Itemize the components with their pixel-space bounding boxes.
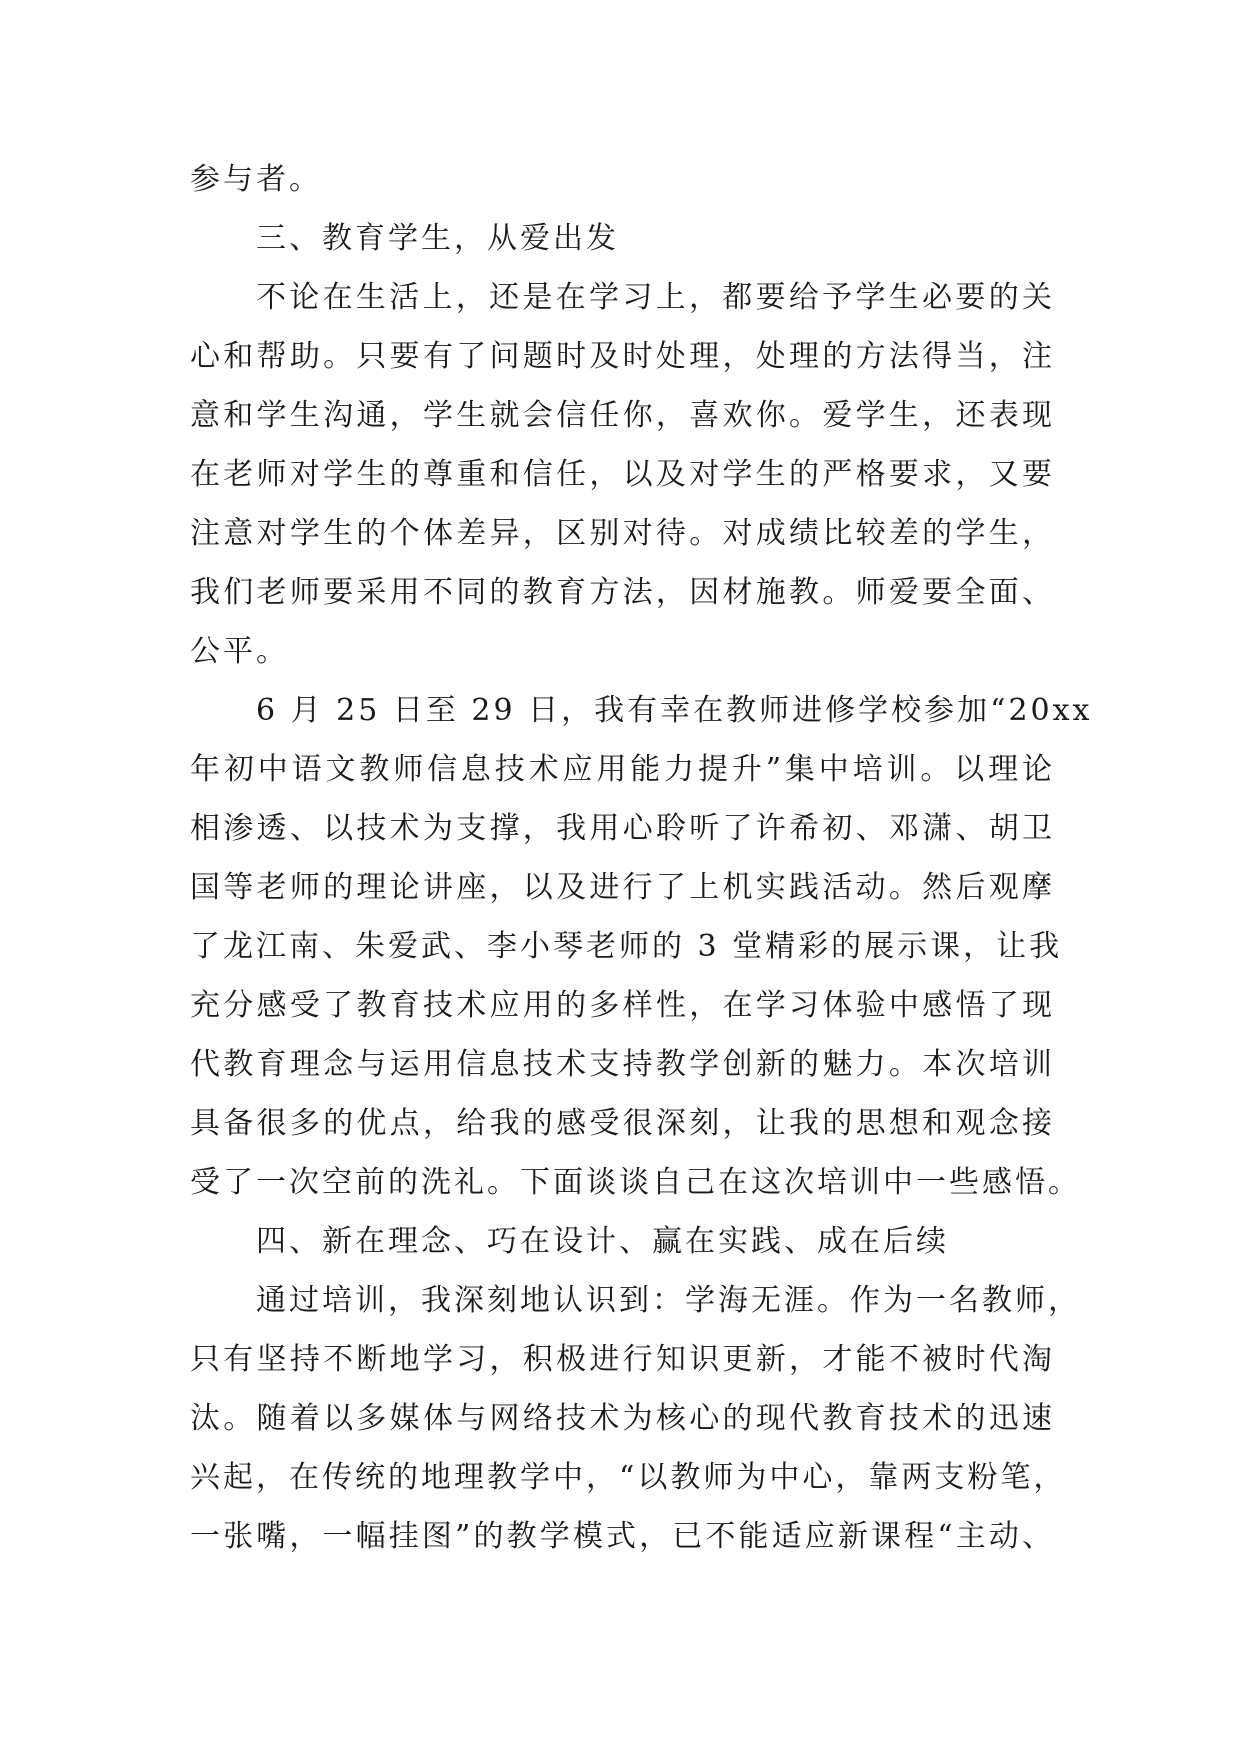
text-line: 年初中语文教师信息技术应用能力提升”集中培训。以理论 bbox=[190, 752, 1055, 787]
text-line: 参与者。 bbox=[190, 162, 322, 197]
text-line: 具备很多的优点，给我的感受很深刻，让我的思想和观念接 bbox=[190, 1106, 1055, 1141]
text-line: 了龙江南、朱爱武、李小琴老师的 3 堂精彩的展示课，让我 bbox=[190, 929, 1063, 964]
text-line: 心和帮助。只要有了问题时及时处理，处理的方法得当，注 bbox=[190, 339, 1055, 374]
document-body bbox=[190, 150, 1093, 1566]
text-line: 三、教育学生，从爱出发 bbox=[256, 221, 619, 256]
text-line: 充分感受了教育技术应用的多样性，在学习体验中感悟了现 bbox=[190, 988, 1055, 1023]
text-line: 我们老师要采用不同的教育方法，因材施教。师爱要全面、 bbox=[190, 575, 1055, 610]
text-line: 相渗透、以技术为支撑，我用心聆听了许希初、邓潇、胡卫 bbox=[190, 811, 1055, 846]
text-line: 国等老师的理论讲座，以及进行了上机实践活动。然后观摩 bbox=[190, 870, 1055, 905]
text-line: 意和学生沟通，学生就会信任你，喜欢你。爱学生，还表现 bbox=[190, 398, 1055, 433]
text-line: 公平。 bbox=[190, 634, 289, 669]
text-line: 四、新在理念、巧在设计、赢在实践、成在后续 bbox=[256, 1224, 949, 1259]
text-line: 一张嘴，一幅挂图”的教学模式，已不能适应新课程“主动、 bbox=[190, 1519, 1055, 1554]
text-line: 在老师对学生的尊重和信任，以及对学生的严格要求，又要 bbox=[190, 457, 1055, 492]
text-line: 汰。随着以多媒体与网络技术为核心的现代教育技术的迅速 bbox=[190, 1401, 1055, 1436]
text-line: 6 月 25 日至 29 日，我有幸在教师进修学校参加“20xx bbox=[256, 693, 1093, 728]
text-line: 受了一次空前的洗礼。下面谈谈自己在这次培训中一些感悟。 bbox=[190, 1165, 1081, 1200]
text-line: 注意对学生的个体差异，区别对待。对成绩比较差的学生， bbox=[190, 516, 1055, 551]
text-line: 只有坚持不断地学习，积极进行知识更新，才能不被时代淘 bbox=[190, 1342, 1055, 1377]
text-line: 通过培训，我深刻地认识到：学海无涯。作为一名教师， bbox=[256, 1283, 1081, 1318]
text-line: 兴起，在传统的地理教学中，“以教师为中心，靠两支粉笔， bbox=[190, 1460, 1067, 1495]
text-line: 不论在生活上，还是在学习上，都要给予学生必要的关 bbox=[256, 280, 1055, 315]
text-line: 代教育理念与运用信息技术支持教学创新的魅力。本次培训 bbox=[190, 1047, 1055, 1082]
